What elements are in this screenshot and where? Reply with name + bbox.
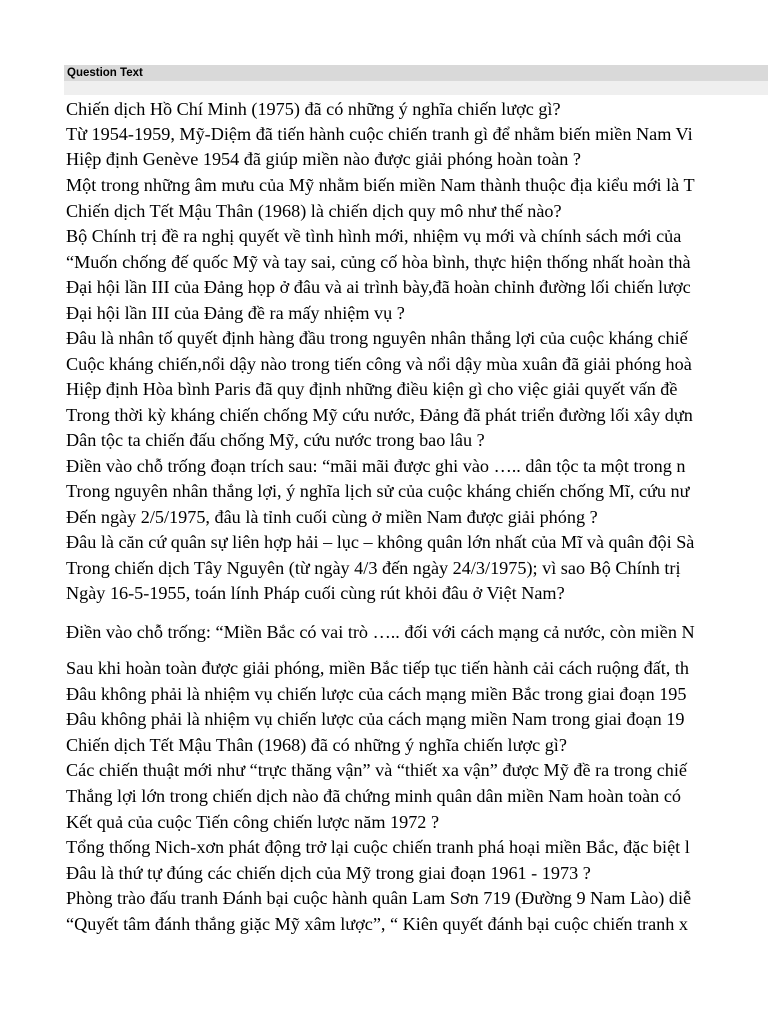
- question-line: Kết quả của cuộc Tiến công chiến lược năm 1972 ?: [66, 812, 440, 832]
- question-line: Hiệp định Hòa bình Paris đã quy định những điều kiện gì cho việc giải quyết vấn đề: [66, 379, 678, 399]
- question-line: Đâu là thứ tự đúng các chiến dịch của Mỹ trong giai đoạn 1961 - 1973 ?: [66, 863, 591, 883]
- question-line: Bộ Chính trị đề ra nghị quyết về tình hình mới, nhiệm vụ mới và chính sách mới của: [66, 226, 682, 246]
- question-line: Chiến dịch Hồ Chí Minh (1975) đã có những ý nghĩa chiến lược gì?: [66, 99, 561, 119]
- question-line: Chiến dịch Tết Mậu Thân (1968) đã có những ý nghĩa chiến lược gì?: [66, 735, 567, 755]
- question-line: Điền vào chỗ trống: “Miền Bắc có vai trò ….. đối với cách mạng cả nước, còn miền N: [66, 622, 695, 642]
- question-line: Cuộc kháng chiến,nổi dậy nào trong tiến công và nổi dậy mùa xuân đã giải phóng hoà: [66, 354, 692, 374]
- question-line: “Muốn chống đế quốc Mỹ và tay sai, củng cố hòa bình, thực hiện thống nhất hoàn thà: [66, 252, 691, 272]
- question-line: Đại hội lần III của Đảng đề ra mấy nhiệm vụ ?: [66, 303, 405, 323]
- question-line: Điền vào chỗ trống đoạn trích sau: “mãi mãi được ghi vào ….. dân tộc ta một trong n: [66, 456, 686, 476]
- question-line: Một trong những âm mưu của Mỹ nhằm biến miền Nam thành thuộc địa kiểu mới là T: [66, 175, 695, 195]
- question-line: “Quyết tâm đánh thắng giặc Mỹ xâm lược”, “ Kiên quyết đánh bại cuộc chiến tranh x: [66, 914, 688, 934]
- question-line: Trong nguyên nhân thắng lợi, ý nghĩa lịch sử của cuộc kháng chiến chống Mĩ, cứu nư: [66, 481, 690, 501]
- question-line: Từ 1954-1959, Mỹ-Diệm đã tiến hành cuộc chiến tranh gì để nhằm biến miền Nam Vi: [66, 124, 693, 144]
- question-line: Đâu không phải là nhiệm vụ chiến lược của cách mạng miền Nam trong giai đoạn 19: [66, 709, 685, 729]
- question-line: Đến ngày 2/5/1975, đâu là tỉnh cuối cùng ở miền Nam được giải phóng ?: [66, 507, 598, 527]
- question-line: Trong thời kỳ kháng chiến chống Mỹ cứu nước, Đảng đã phát triển đường lối xây dựn: [66, 405, 693, 425]
- question-line: Trong chiến dịch Tây Nguyên (từ ngày 4/3 đến ngày 24/3/1975); vì sao Bộ Chính trị: [66, 558, 681, 578]
- question-line: Tổng thống Nich-xơn phát động trở lại cuộc chiến tranh phá hoại miền Bắc, đặc biệt l: [66, 837, 690, 857]
- header-subbar: [64, 81, 768, 95]
- question-line: Ngày 16-5-1955, toán lính Pháp cuối cùng rút khỏi đâu ở Việt Nam?: [66, 583, 565, 603]
- question-line: Hiệp định Genève 1954 đã giúp miền nào được giải phóng hoàn toàn ?: [66, 149, 581, 169]
- question-line: Đâu là căn cứ quân sự liên hợp hải – lục – không quân lớn nhất của Mĩ và quân đội Sà: [66, 532, 695, 552]
- question-line: Sau khi hoàn toàn được giải phóng, miền Bắc tiếp tục tiến hành cải cách ruộng đất, th: [66, 658, 690, 678]
- question-text-header: Question Text: [67, 67, 143, 79]
- question-line: Đại hội lần III của Đảng họp ở đâu và ai trình bày,đã hoàn chỉnh đường lối chiến lược: [66, 277, 691, 297]
- question-line: Đâu không phải là nhiệm vụ chiến lược của cách mạng miền Bắc trong giai đoạn 195: [66, 684, 687, 704]
- question-line: Đâu là nhân tố quyết định hàng đầu trong nguyên nhân thắng lợi của cuộc kháng chiế: [66, 328, 688, 348]
- question-line: Các chiến thuật mới như “trực thăng vận” và “thiết xa vận” được Mỹ đề ra trong chiế: [66, 760, 687, 780]
- question-line: Chiến dịch Tết Mậu Thân (1968) là chiến dịch quy mô như thế nào?: [66, 201, 562, 221]
- question-line: Phòng trào đấu tranh Đánh bại cuộc hành quân Lam Sơn 719 (Đường 9 Nam Lào) diễ: [66, 888, 692, 908]
- header-bar: [64, 65, 768, 81]
- question-line: Thắng lợi lớn trong chiến dịch nào đã chứng minh quân dân miền Nam hoàn toàn có: [66, 786, 681, 806]
- question-line: Dân tộc ta chiến đấu chống Mỹ, cứu nước trong bao lâu ?: [66, 430, 485, 450]
